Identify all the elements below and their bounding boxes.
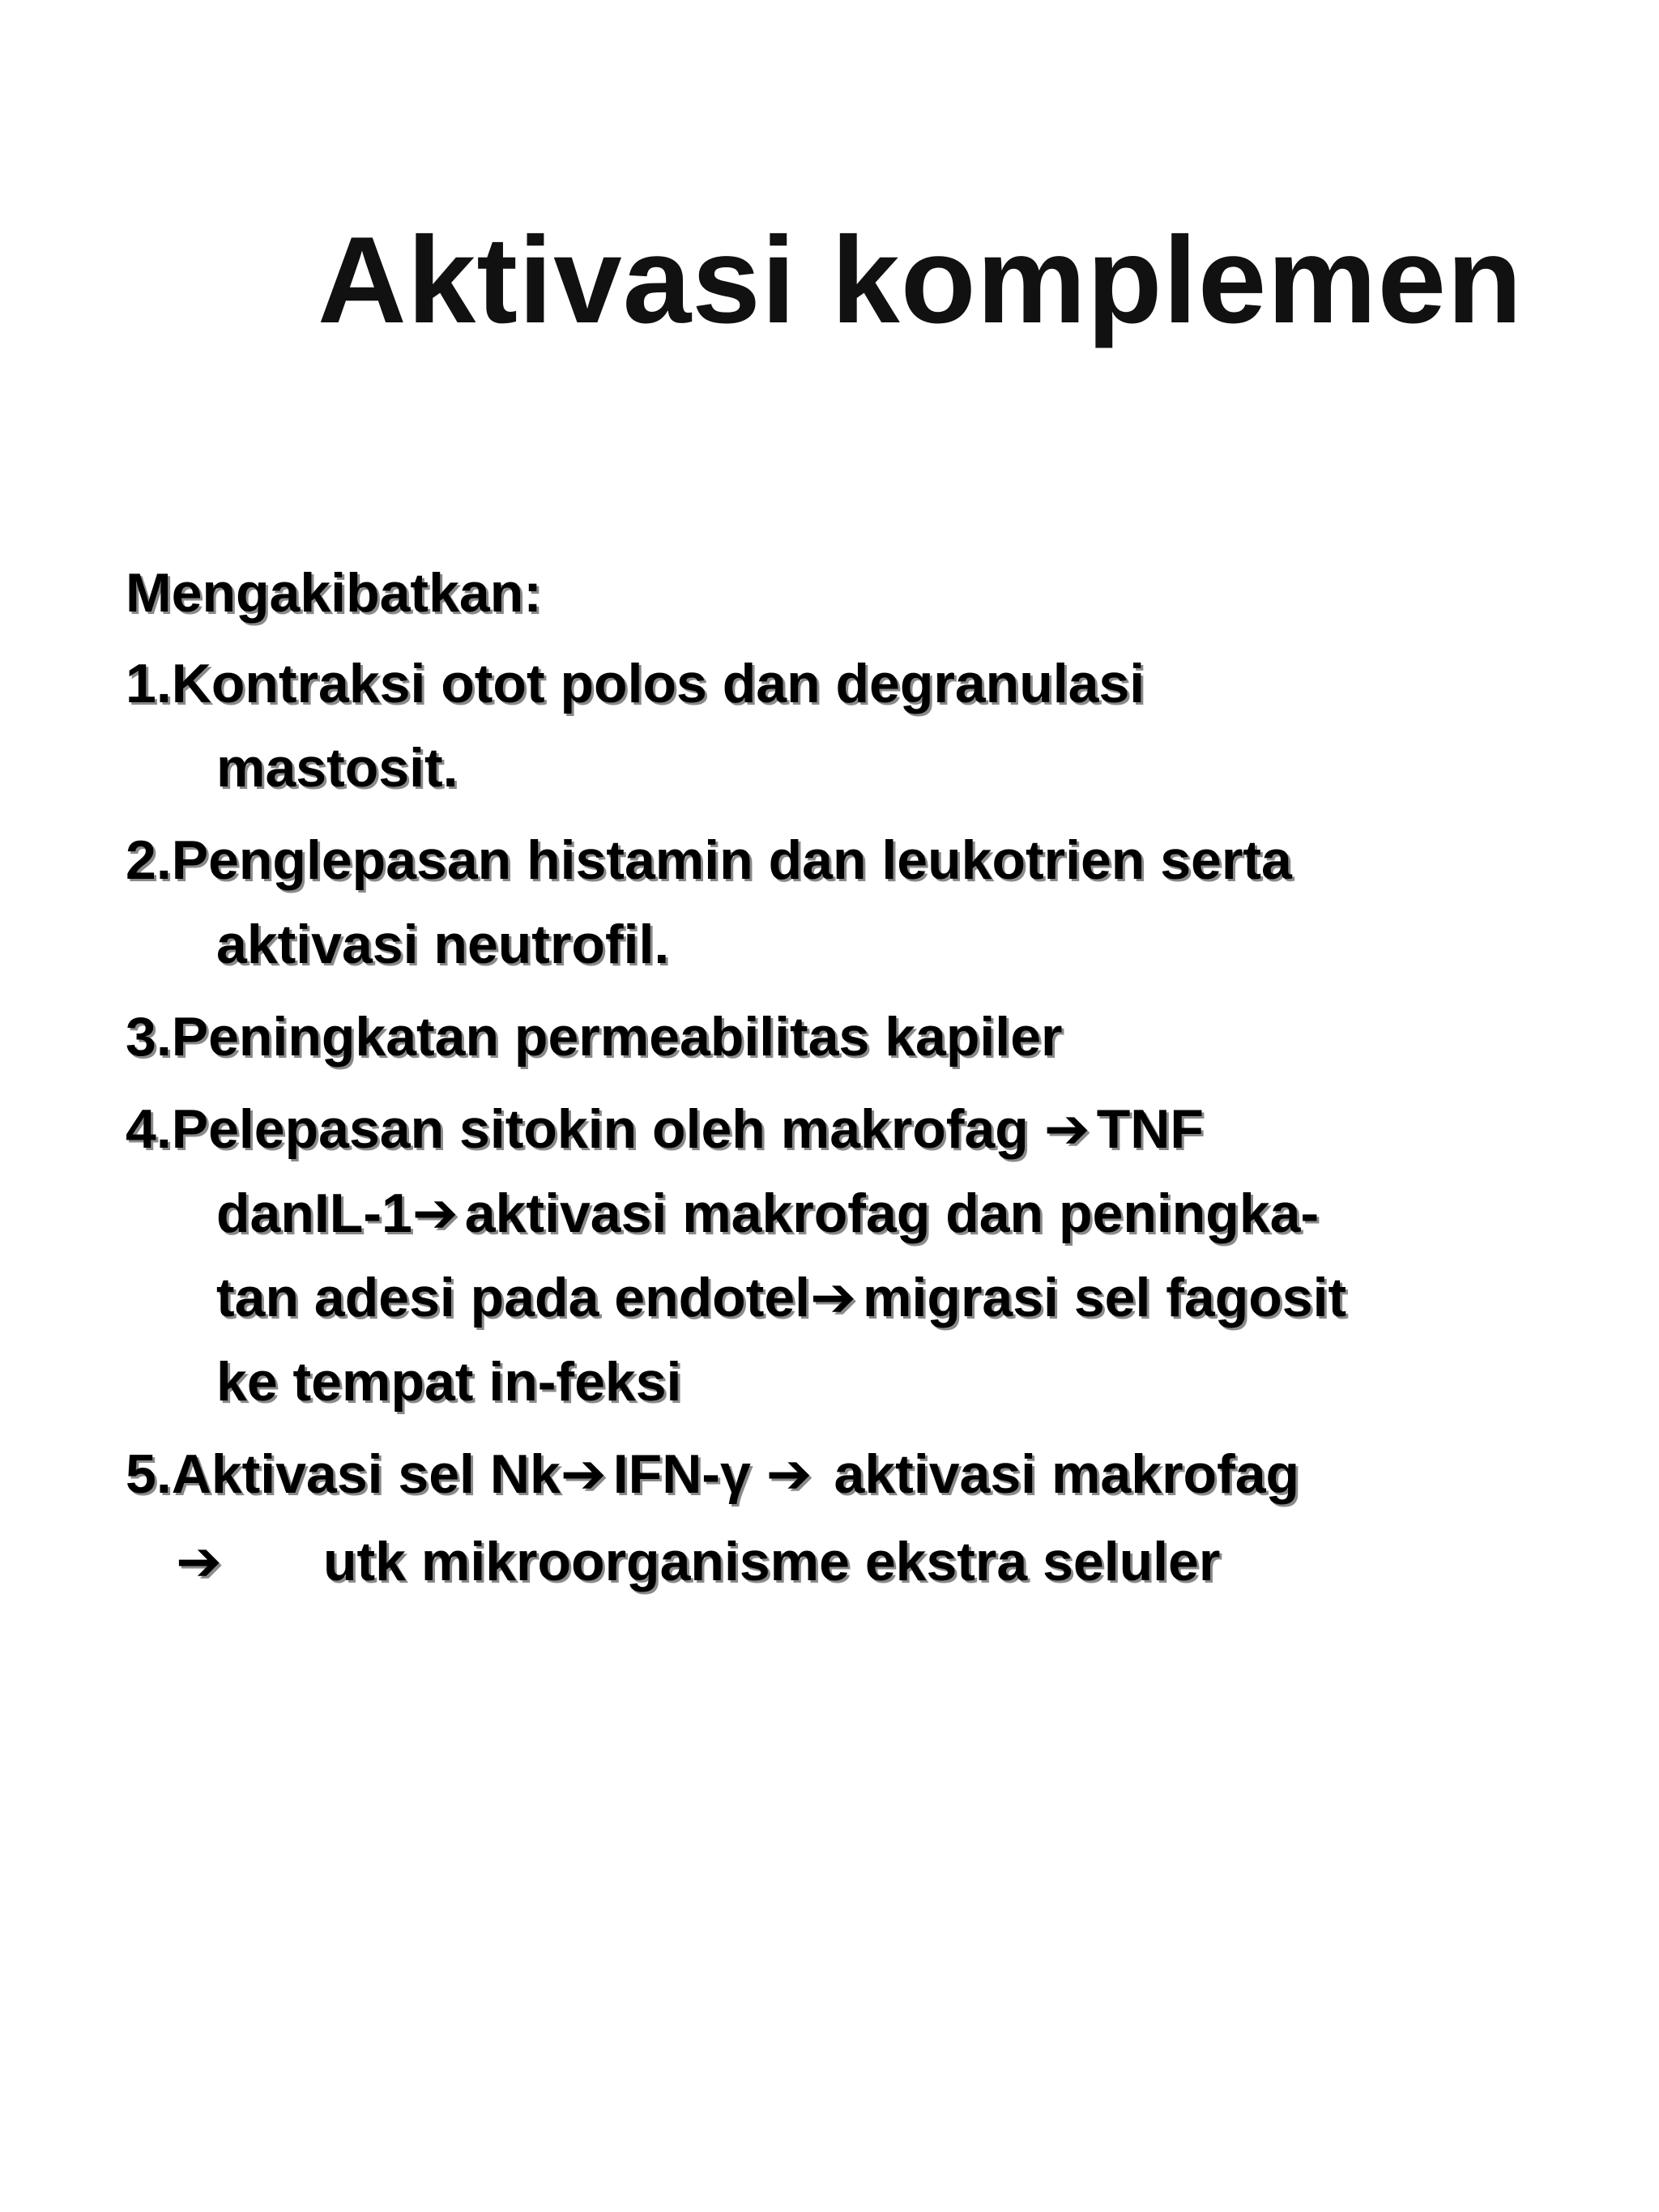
list-item <box>126 818 1624 987</box>
intro-text: Mengakibatkan: <box>126 562 542 624</box>
item-number: 3. <box>126 1006 172 1068</box>
item-text: aktivasi neutrofil. <box>216 914 670 975</box>
item-text: Penglepasan histamin dan leukotrien serta <box>171 829 1292 891</box>
item-text: Kontraksi otot polos dan degranulasi <box>171 653 1145 714</box>
item-text: IFN-γ <box>612 1443 766 1505</box>
arrow-right-icon: ➔ <box>412 1183 458 1244</box>
item-number: 5. <box>126 1443 172 1505</box>
item-text: migrasi sel fagosit <box>863 1267 1347 1328</box>
item-text: ke tempat in-feksi <box>216 1351 682 1413</box>
item-text: mastosit. <box>216 737 458 799</box>
list-item <box>126 1432 1624 1604</box>
arrow-right-icon: ➔ <box>560 1443 607 1505</box>
item-text: aktivasi makrofag dan peningka- <box>464 1183 1320 1244</box>
list-item <box>126 641 1624 810</box>
item-text: TNF <box>1096 1098 1204 1160</box>
item-text: danIL-1 <box>216 1183 412 1244</box>
arrow-right-icon: ➔ <box>810 1267 857 1328</box>
item-text: Aktivasi sel Nk <box>171 1443 561 1505</box>
arrow-right-icon: ➔ <box>766 1443 812 1505</box>
item-text: Pelepasan sitokin oleh makrofag <box>171 1098 1044 1160</box>
item-number: 4. <box>126 1098 172 1160</box>
list-item <box>126 995 1624 1079</box>
item-number: 2. <box>126 829 172 891</box>
item-number: 1. <box>126 653 172 714</box>
item-text: aktivasi makrofag <box>818 1443 1300 1505</box>
effects-list <box>126 641 1624 1604</box>
list-item <box>126 1087 1624 1424</box>
arrow-right-icon: ➔ <box>176 1531 222 1592</box>
slide-title: Aktivasi komplemen <box>318 211 1523 349</box>
slide-body <box>126 551 1624 1612</box>
arrow-right-icon: ➔ <box>1043 1098 1090 1160</box>
item-text: tan adesi pada endotel <box>216 1267 811 1328</box>
item-text: Peningkatan permeabilitas kapiler <box>171 1006 1063 1068</box>
item-text: utk mikroorganisme ekstra seluler <box>322 1531 1221 1592</box>
